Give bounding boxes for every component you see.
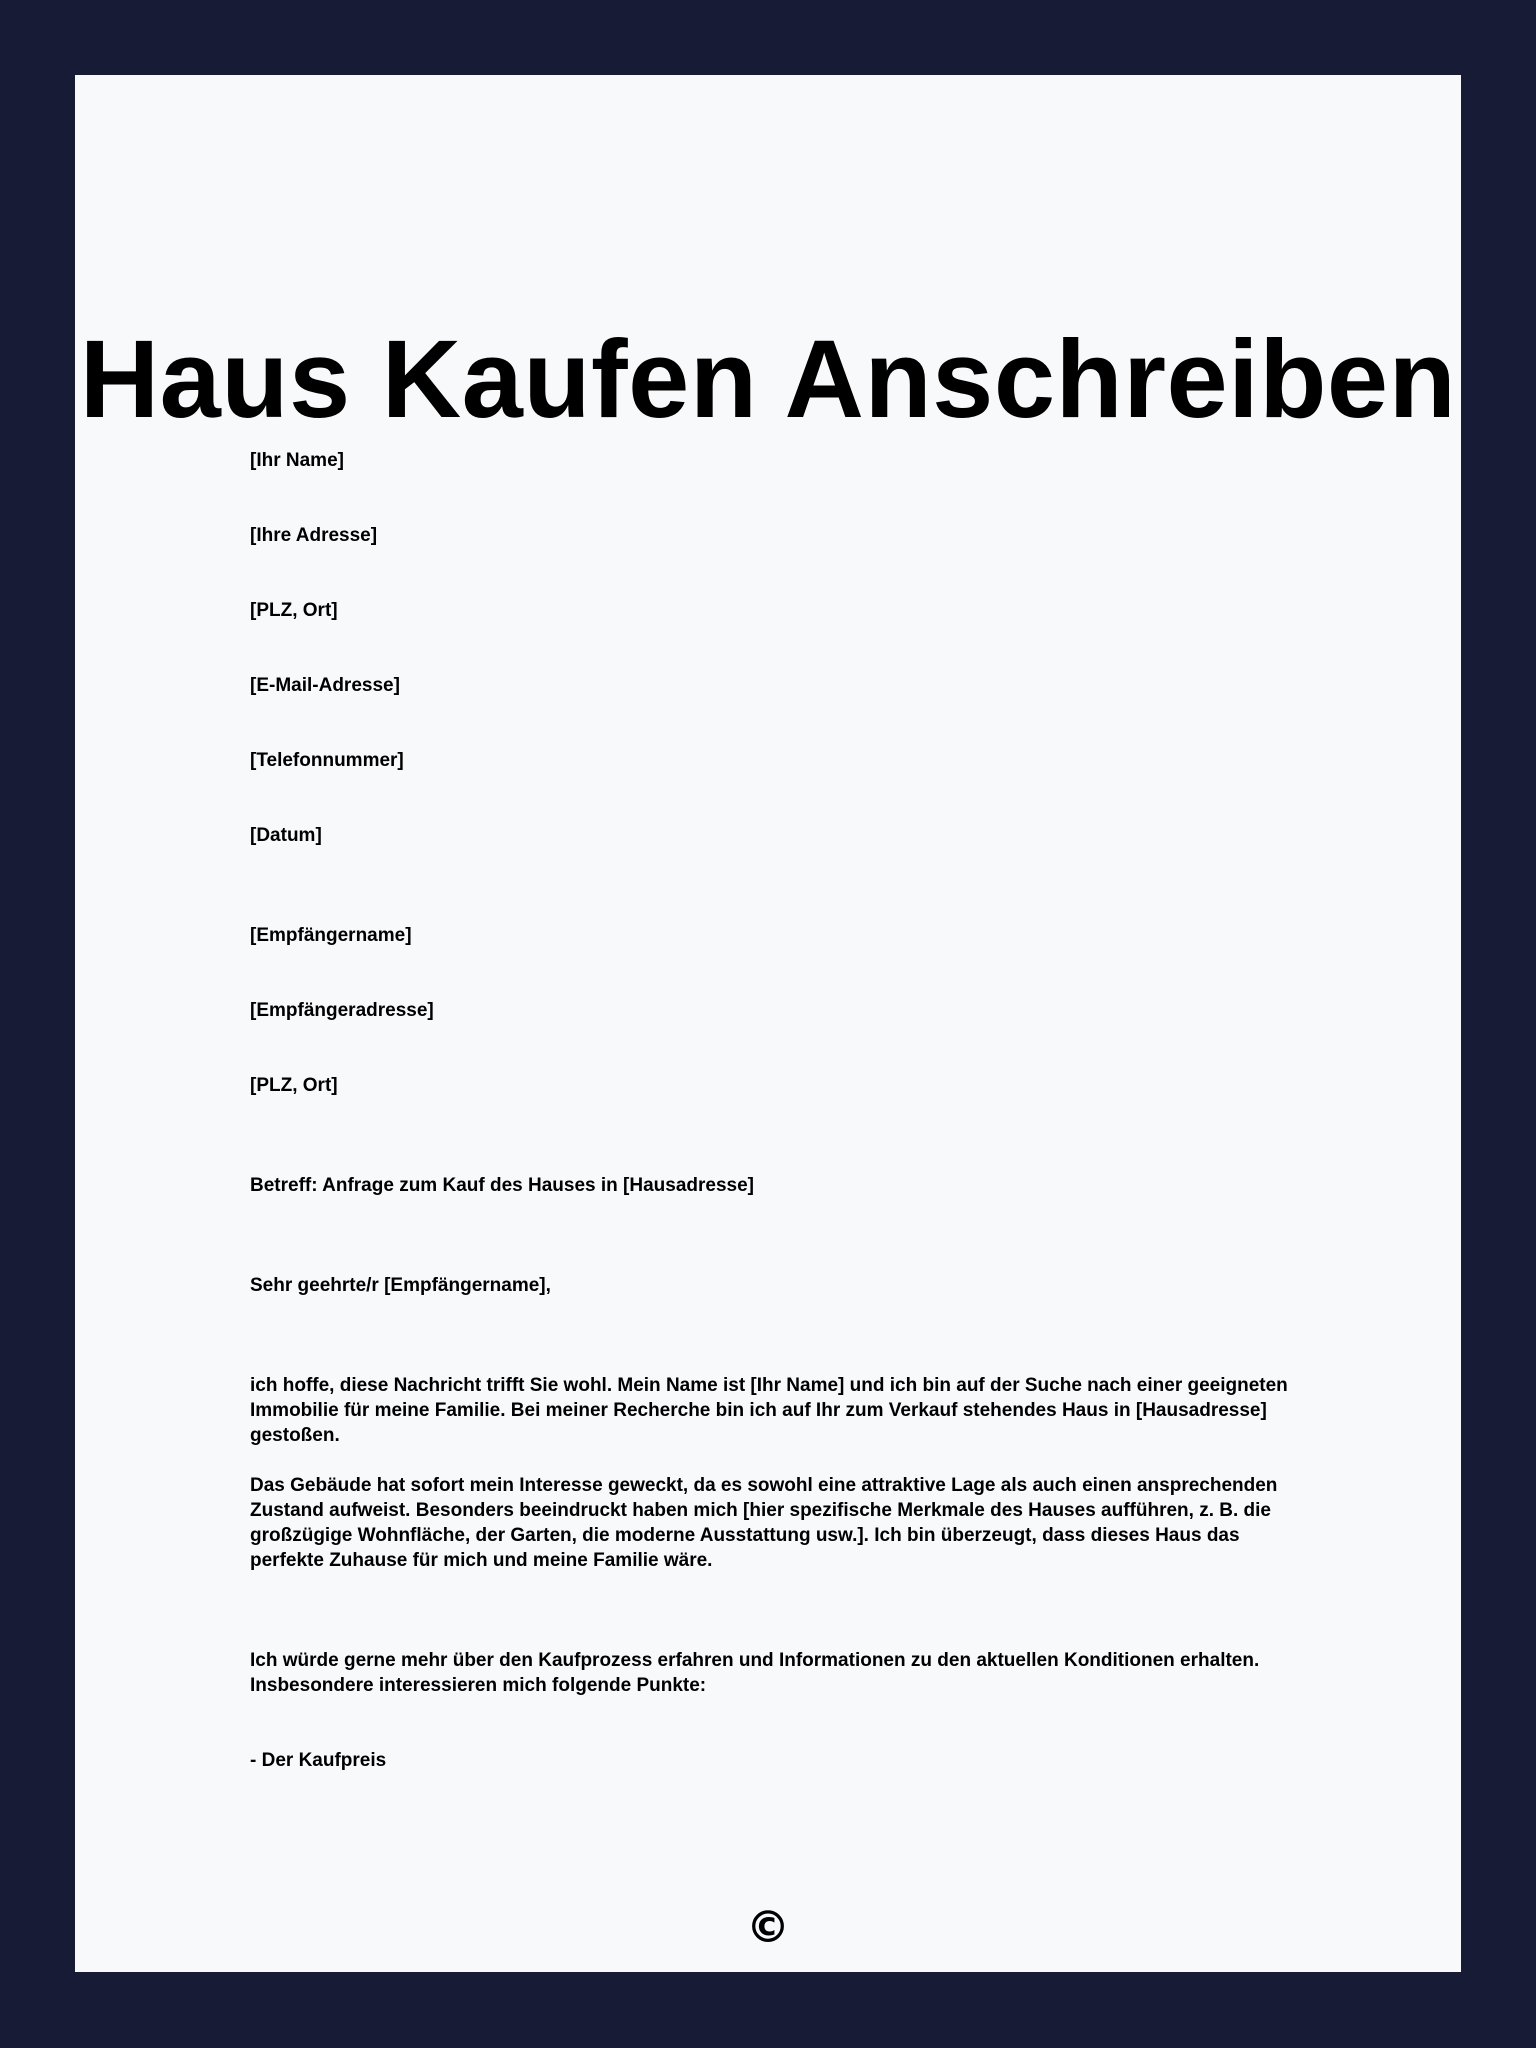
body-paragraph: Ich würde gerne mehr über den Kaufprozess erfahren und Informationen zu den aktuellen Konditionen erhalten. Insbesondere interessieren mich folgende Punkte: — [250, 1650, 1260, 1696]
recipient-address: [Empfängeradresse] — [250, 1000, 434, 1021]
recipient-name: [Empfängername] — [250, 925, 412, 946]
sender-zip-city: [PLZ, Ort] — [250, 600, 338, 621]
body-paragraph: ich hoffe, diese Nachricht trifft Sie wohl. Mein Name ist [Ihr Name] und ich bin auf der Suche nach einer geeigneten Immobilie für meine Familie. Bei meiner Recherche bin ich auf Ihr zum Verkauf stehendes Haus in [Hausadresse] gestoßen. — [250, 1375, 1288, 1446]
list-item: - Der Kaufpreis — [250, 1750, 387, 1771]
sender-phone: [Telefonnummer] — [250, 750, 404, 771]
letter-date: [Datum] — [250, 825, 322, 846]
document-title: Haus Kaufen Anschreiben — [79, 318, 1457, 441]
sender-name: [Ihr Name] — [250, 450, 344, 471]
sender-email: [E-Mail-Adresse] — [250, 675, 400, 696]
document-page — [75, 75, 1461, 1972]
salutation: Sehr geehrte/r [Empfängername], — [250, 1275, 551, 1296]
copyright-icon: © — [746, 1902, 790, 1953]
body-paragraph: Das Gebäude hat sofort mein Interesse geweckt, da es sowohl eine attraktive Lage als auch einen ansprechenden Zustand aufweist. Besonders beeindruckt haben mich [hier spezifische Merkmale des Hauses aufführen, z. B. die großzügige Wohnfläche, der Garten, die moderne Ausstattung usw.]. Ich bin überzeugt, dass dieses Haus das perfekte Zuhause für mich und meine Familie wäre. — [250, 1475, 1278, 1571]
subject-line: Betreff: Anfrage zum Kauf des Hauses in [Hausadresse] — [250, 1175, 754, 1196]
recipient-zip-city: [PLZ, Ort] — [250, 1075, 338, 1096]
sender-address: [Ihre Adresse] — [250, 525, 378, 546]
